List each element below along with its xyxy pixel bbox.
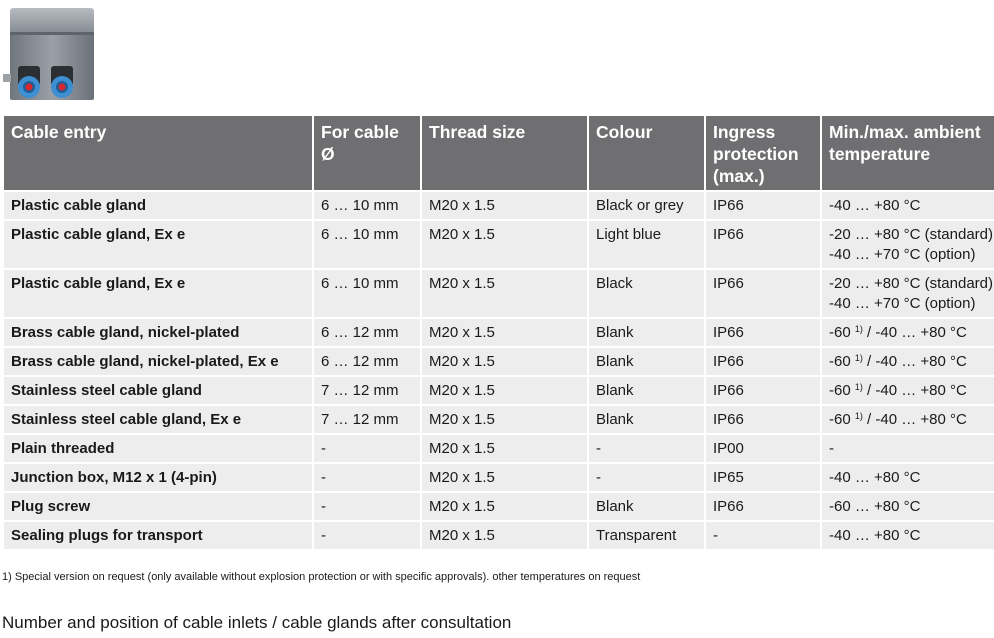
cable-diameter-cell: 6 … 12 mm <box>314 348 420 375</box>
temperature-line: -20 … +80 °C (standard) <box>829 275 993 292</box>
colour-cell: Black <box>589 270 704 317</box>
consultation-note: Number and position of cable inlets / cable glands after consultation <box>2 613 512 632</box>
junction-box-illustration <box>0 6 100 106</box>
table-row <box>4 435 994 462</box>
header-ingress-protection <box>706 116 820 190</box>
header-line: Ingress <box>713 122 776 142</box>
temperature-min-special: -60 <box>829 353 855 370</box>
table-header-row <box>4 116 994 190</box>
cable-diameter-cell: - <box>314 435 420 462</box>
temperature-range: / -40 … +80 °C <box>862 382 967 399</box>
table-row <box>4 270 994 317</box>
temperature-line: -40 … +80 °C <box>829 197 921 214</box>
temperature-line: -40 … +80 °C <box>829 527 921 544</box>
header-cable-entry <box>4 116 312 190</box>
cable-entry-cell: Sealing plugs for transport <box>4 522 312 549</box>
table-row <box>4 493 994 520</box>
cable-entry-cell: Plastic cable gland <box>4 192 312 219</box>
cable-entry-cell: Plain threaded <box>4 435 312 462</box>
header-line: Ø <box>321 144 335 164</box>
temperature-cell <box>822 493 994 520</box>
temperature-line: - <box>829 440 834 457</box>
temperature-cell <box>822 406 994 433</box>
cable-diameter-cell: - <box>314 522 420 549</box>
cable-diameter-cell: 6 … 12 mm <box>314 319 420 346</box>
thread-size-cell: M20 x 1.5 <box>422 493 587 520</box>
ingress-protection-cell: IP66 <box>706 270 820 317</box>
ingress-protection-cell: IP66 <box>706 192 820 219</box>
header-line: Cable entry <box>11 122 107 142</box>
temperature-cell <box>822 348 994 375</box>
colour-cell: Black or grey <box>589 192 704 219</box>
header-line: Thread size <box>429 122 526 142</box>
temperature-cell <box>822 435 994 462</box>
footnote-marker: 1) <box>854 411 863 421</box>
ingress-protection-cell: IP66 <box>706 406 820 433</box>
table-body <box>4 192 994 549</box>
table-row <box>4 319 994 346</box>
thread-size-cell: M20 x 1.5 <box>422 464 587 491</box>
thread-size-cell: M20 x 1.5 <box>422 221 587 268</box>
cable-entry-cell: Plastic cable gland, Ex e <box>4 270 312 317</box>
temperature-line: -60 … +80 °C <box>829 498 921 515</box>
header-line: temperature <box>829 144 931 164</box>
footnote-marker: 1) <box>854 382 863 392</box>
cable-gland-right <box>51 66 73 98</box>
header-colour <box>589 116 704 190</box>
cable-entry-cell: Brass cable gland, nickel-plated <box>4 319 312 346</box>
temperature-line: -40 … +70 °C (option) <box>829 295 976 312</box>
table-row <box>4 192 994 219</box>
temperature-min-special: -60 <box>829 382 855 399</box>
table-row <box>4 522 994 549</box>
thread-size-cell: M20 x 1.5 <box>422 522 587 549</box>
header-line: For cable <box>321 122 399 142</box>
header-thread-size <box>422 116 587 190</box>
table-row <box>4 406 994 433</box>
cable-entry-cell: Stainless steel cable gland <box>4 377 312 404</box>
thread-size-cell: M20 x 1.5 <box>422 406 587 433</box>
cable-diameter-cell: 6 … 10 mm <box>314 221 420 268</box>
colour-cell: Blank <box>589 348 704 375</box>
temperature-cell <box>822 377 994 404</box>
ingress-protection-cell: IP66 <box>706 493 820 520</box>
header-for-cable <box>314 116 420 190</box>
colour-cell: Blank <box>589 377 704 404</box>
temperature-cell <box>822 270 994 317</box>
junction-box-image <box>0 6 100 106</box>
table-row <box>4 464 994 491</box>
table-row <box>4 377 994 404</box>
temperature-line: -40 … +70 °C (option) <box>829 246 976 263</box>
temperature-cell <box>822 221 994 268</box>
thread-size-cell: M20 x 1.5 <box>422 348 587 375</box>
cable-diameter-cell: 7 … 12 mm <box>314 406 420 433</box>
temperature-range: / -40 … +80 °C <box>862 324 967 341</box>
cable-entry-table <box>2 114 994 551</box>
ingress-protection-cell: IP66 <box>706 377 820 404</box>
temperature-line: -40 … +80 °C <box>829 469 921 486</box>
temperature-range: / -40 … +80 °C <box>862 411 967 428</box>
ingress-protection-cell: IP66 <box>706 319 820 346</box>
cable-diameter-cell: 6 … 10 mm <box>314 192 420 219</box>
cable-diameter-cell: - <box>314 464 420 491</box>
footnote-marker: 1) <box>854 324 863 334</box>
temperature-cell <box>822 192 994 219</box>
temperature-line: -20 … +80 °C (standard) <box>829 226 993 243</box>
colour-cell: Blank <box>589 319 704 346</box>
header-line: Min./max. ambient <box>829 122 981 142</box>
temperature-range: / -40 … +80 °C <box>862 353 967 370</box>
temperature-min-special: -60 <box>829 411 855 428</box>
cable-entry-cell: Stainless steel cable gland, Ex e <box>4 406 312 433</box>
header-ambient-temperature <box>822 116 994 190</box>
cable-entry-cell: Plug screw <box>4 493 312 520</box>
colour-cell: - <box>589 464 704 491</box>
cable-entry-cell: Plastic cable gland, Ex e <box>4 221 312 268</box>
temperature-cell <box>822 319 994 346</box>
colour-cell: Blank <box>589 493 704 520</box>
header-line: protection <box>713 144 799 164</box>
cable-diameter-cell: 7 … 12 mm <box>314 377 420 404</box>
cable-gland-left <box>18 66 40 98</box>
cable-entry-cell: Junction box, M12 x 1 (4-pin) <box>4 464 312 491</box>
footnote: 1) Special version on request (only available without explosion protection or with specific approvals). other temperatures on request <box>2 571 641 583</box>
cable-diameter-cell: 6 … 10 mm <box>314 270 420 317</box>
thread-size-cell: M20 x 1.5 <box>422 192 587 219</box>
colour-cell: Transparent <box>589 522 704 549</box>
footnote-marker: 1) <box>854 353 863 363</box>
ingress-protection-cell: IP00 <box>706 435 820 462</box>
colour-cell: - <box>589 435 704 462</box>
temperature-cell <box>822 522 994 549</box>
temperature-cell <box>822 464 994 491</box>
colour-cell: Blank <box>589 406 704 433</box>
ingress-protection-cell: IP66 <box>706 348 820 375</box>
header-line: (max.) <box>713 166 765 186</box>
header-line: Colour <box>596 122 653 142</box>
ingress-protection-cell: IP66 <box>706 221 820 268</box>
thread-size-cell: M20 x 1.5 <box>422 377 587 404</box>
temperature-min-special: -60 <box>829 324 855 341</box>
table-row <box>4 221 994 268</box>
ingress-protection-cell: - <box>706 522 820 549</box>
cable-entry-cell: Brass cable gland, nickel-plated, Ex e <box>4 348 312 375</box>
thread-size-cell: M20 x 1.5 <box>422 270 587 317</box>
colour-cell: Light blue <box>589 221 704 268</box>
thread-size-cell: M20 x 1.5 <box>422 435 587 462</box>
ingress-protection-cell: IP65 <box>706 464 820 491</box>
thread-size-cell: M20 x 1.5 <box>422 319 587 346</box>
cable-diameter-cell: - <box>314 493 420 520</box>
table-row <box>4 348 994 375</box>
